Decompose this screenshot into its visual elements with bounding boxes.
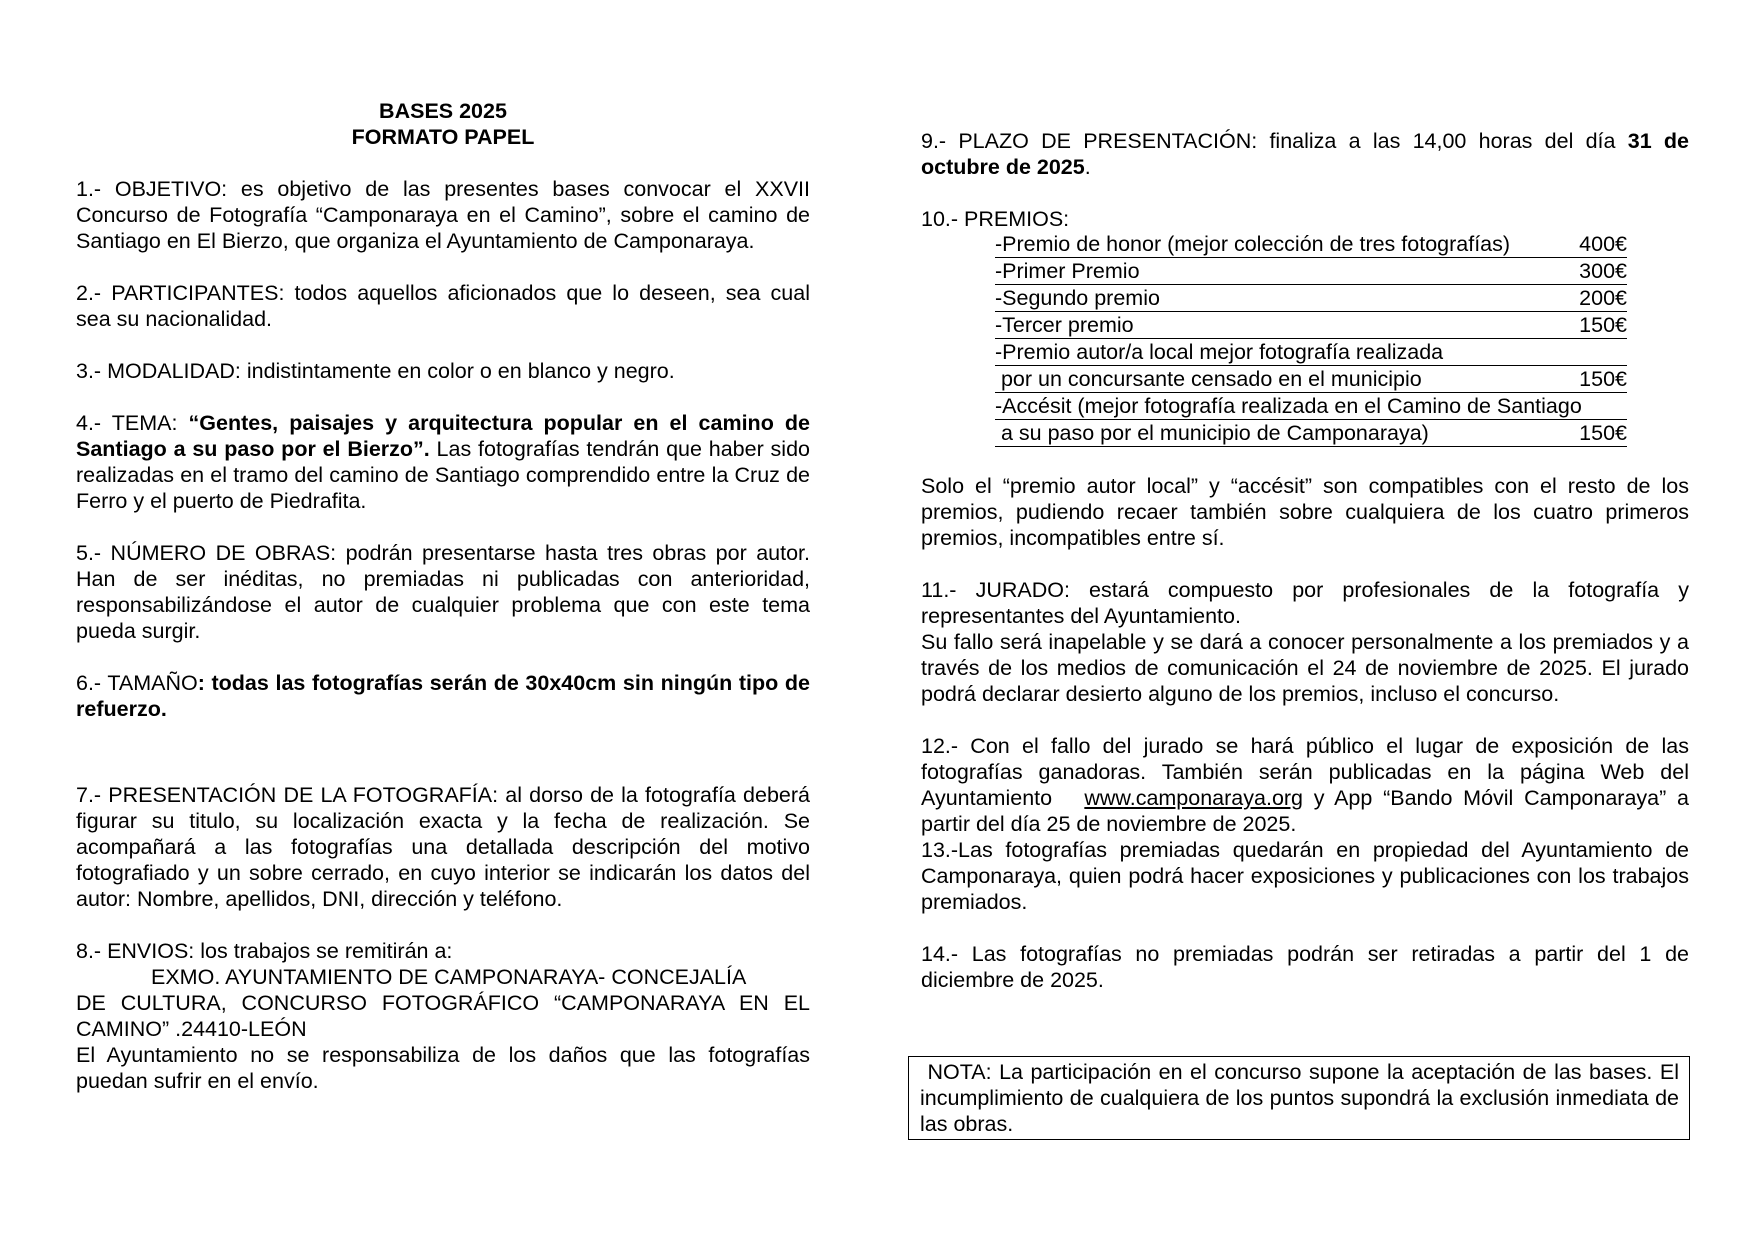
prize-amount: 150€	[1579, 313, 1627, 337]
prize-amount: 300€	[1579, 259, 1627, 283]
section-numero-obras: 5.- NÚMERO DE OBRAS: podrán presentarse hasta tres obras por autor. Han de ser inéditas, no premiadas ni publicadas con anterioridad, responsabilizándose el autor de cualquier problema que con este tema pueda surgir.	[76, 541, 810, 643]
prize-local-label-line1: -Premio autor/a local mejor fotografía realizada	[995, 340, 1627, 366]
section-jurado: 11.- JURADO: estará compuesto por profesionales de la fotografía y representantes del Ayuntamiento.	[921, 578, 1689, 628]
prize-local-label-line2: por un concursante censado en el municipio	[995, 367, 1422, 391]
plazo-date: 31 de octubre de 2025	[921, 129, 1689, 179]
tema-text: Las fotografías tendrán que haber sido realizadas en el tramo del camino de Santiago comprendido entre la Cruz de Ferro y el puerto de Piedrafita.	[76, 437, 810, 513]
section-jurado-fallo: Su fallo será inapelable y se dará a conocer personalmente a los premiados y a través de los medios de comunicación el 24 de noviembre de 2025. El jurado podrá declarar desierto alguno de los premios, incluso el concurso.	[921, 630, 1689, 706]
prize-local	[995, 340, 1627, 393]
prize-local-line2	[995, 367, 1627, 392]
plazo-suffix: .	[1084, 155, 1091, 179]
prize-accesit	[995, 394, 1627, 447]
document-subtitle: FORMATO PAPEL	[351, 125, 535, 149]
prize-label: -Premio de honor (mejor colección de tres fotografías)	[995, 232, 1511, 256]
section-plazo	[921, 128, 1689, 180]
left-column	[76, 98, 810, 1094]
prize-accesit-line2	[995, 421, 1627, 446]
section-no-premiadas: 14.- Las fotografías no premiadas podrán ser retiradas a partir del 1 de diciembre de 2025.	[921, 942, 1689, 992]
prize-accesit-amount: 150€	[1579, 421, 1627, 445]
prize-label: -Primer Premio	[995, 259, 1140, 283]
envios-address-line2: DE CULTURA, CONCURSO FOTOGRÁFICO “CAMPONARAYA EN EL CAMINO” .24410-LEÓN	[76, 991, 810, 1041]
section-objetivo: 1.- OBJETIVO: es objetivo de las presentes bases convocar el XXVII Concurso de Fotografía “Camponaraya en el Camino”, sobre el camino de Santiago en El Bierzo, que organiza el Ayuntamiento de Camponaraya.	[76, 177, 810, 253]
prize-row	[995, 232, 1627, 258]
section-premios-title: 10.- PREMIOS:	[921, 207, 1070, 231]
website-link[interactable]: www.camponaraya.org	[1084, 786, 1304, 810]
document-title: BASES 2025	[379, 99, 507, 123]
prize-label: -Tercer premio	[995, 313, 1134, 337]
tamano-text: : todas las fotografías serán de 30x40cm sin ningún tipo de refuerzo.	[76, 671, 810, 721]
nota-text: NOTA: La participación en el concurso supone la aceptación de las bases. El incumplimiento de cualquiera de los puntos supondrá la exclusión inmediata de las obras.	[920, 1060, 1685, 1136]
prize-label: -Segundo premio	[995, 286, 1160, 310]
section-envios-intro: 8.- ENVIOS: los trabajos se remitirán a:	[76, 939, 453, 963]
section-modalidad: 3.- MODALIDAD: indistintamente en color o en blanco y negro.	[76, 359, 675, 383]
tema-title: “Gentes, paisajes y arquitectura popular en el camino de Santiago a su paso por el Bierzo”.	[76, 411, 810, 461]
prize-local-amount: 150€	[1579, 367, 1627, 391]
tema-prefix: 4.- TEMA:	[76, 411, 189, 435]
prizes-list	[995, 232, 1627, 447]
section-propiedad: 13.-Las fotografías premiadas quedarán en propiedad del Ayuntamiento de Camponaraya, quien podrá hacer exposiciones y publicaciones con los trabajos premiados.	[921, 838, 1689, 914]
section-tamano	[76, 670, 810, 722]
prize-amount: 200€	[1579, 286, 1627, 310]
section-exposicion	[921, 733, 1695, 837]
section-tema	[76, 410, 810, 514]
prize-row	[995, 313, 1627, 339]
section-premios-note: Solo el “premio autor local” y “accésit” son compatibles con el resto de los premios, pudiendo recaer también sobre cualquiera de los cuatro primeros premios, incompatibles entre sí.	[921, 474, 1689, 550]
section-participantes: 2.- PARTICIPANTES: todos aquellos aficionados que lo deseen, sea cual sea su nacionalidad.	[76, 281, 810, 331]
prize-amount: 400€	[1579, 232, 1627, 256]
prize-row	[995, 259, 1627, 285]
section-presentacion: 7.- PRESENTACIÓN DE LA FOTOGRAFÍA: al dorso de la fotografía deberá figurar su titulo, su localización exacta y la fecha de realización. Se acompañará a las fotografías una detallada descripción del motivo fotografiado y un sobre cerrado, en cuyo interior se indicarán los datos del autor: Nombre, apellidos, DNI, dirección y teléfono.	[76, 783, 810, 911]
exposicion-text-a: 12.- Con el fallo del jurado se hará público el lugar de exposición de las fotografías ganadoras. También serán publicadas en la página Web del Ayuntamiento	[921, 734, 1695, 810]
prize-accesit-label-line2: a su paso por el municipio de Camponaraya)	[995, 421, 1429, 445]
prize-accesit-label-line1: -Accésit (mejor fotografía realizada en el Camino de Santiago	[995, 394, 1627, 420]
envios-address-line1: EXMO. AYUNTAMIENTO DE CAMPONARAYA- CONCEJALÍA	[151, 965, 747, 989]
nota-box	[908, 1056, 1690, 1140]
right-column	[921, 128, 1695, 993]
tamano-prefix: 6.- TAMAÑO	[76, 671, 198, 695]
exposicion-text-b: y App “Bando Móvil Camponaraya” a partir del día 25 de noviembre de 2025.	[921, 786, 1689, 836]
envios-disclaimer: El Ayuntamiento no se responsabiliza de los daños que las fotografías puedan sufrir en el envío.	[76, 1043, 810, 1093]
prize-row	[995, 286, 1627, 312]
plazo-prefix: 9.- PLAZO DE PRESENTACIÓN: finaliza a las 14,00 horas del día	[921, 129, 1628, 153]
